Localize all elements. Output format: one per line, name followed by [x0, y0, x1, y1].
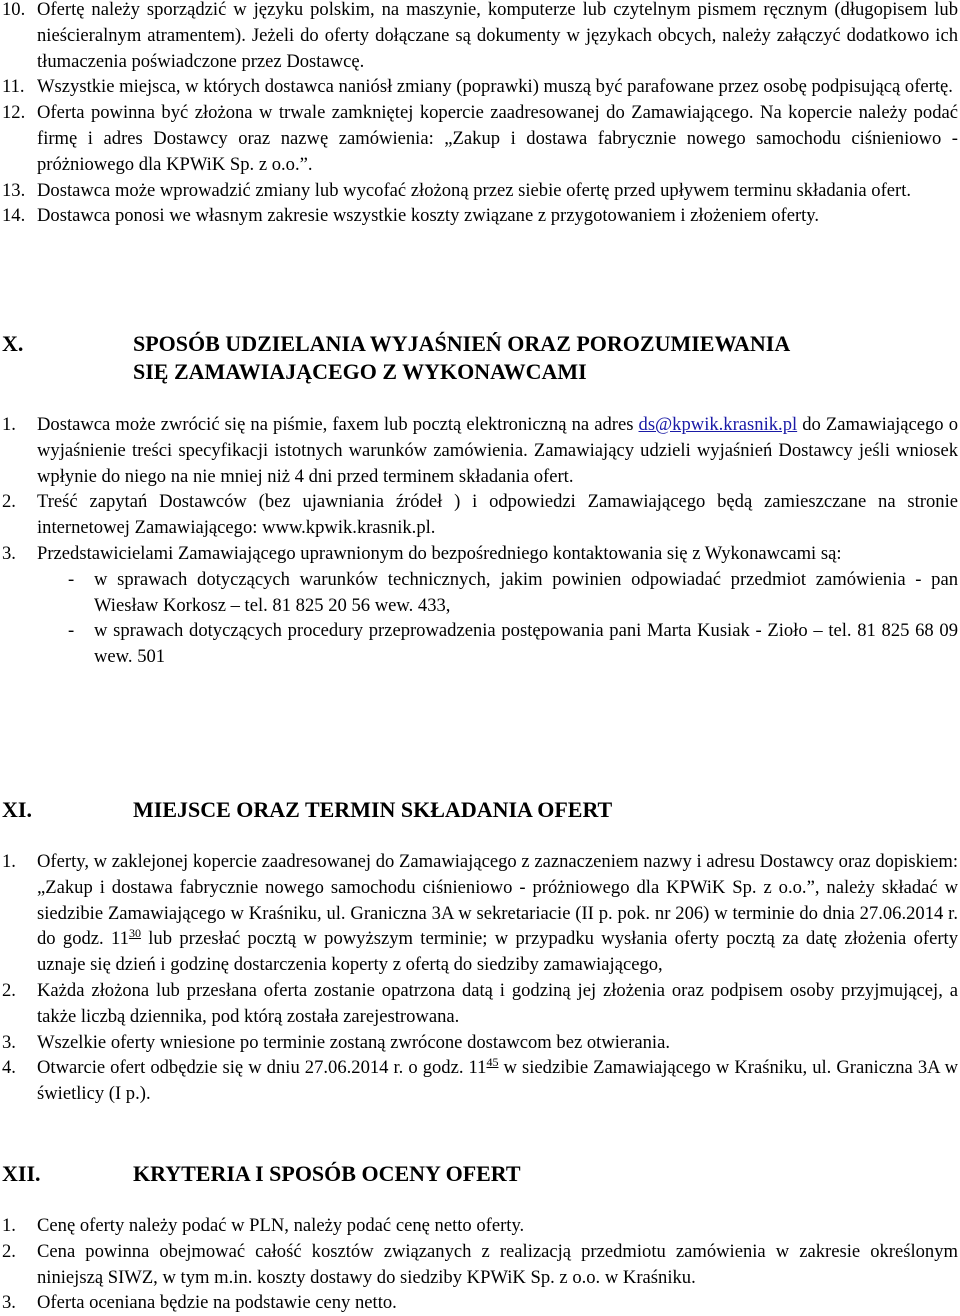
item-text: Przedstawicielami Zamawiającego uprawnionym do bezpośredniego kontaktowania się z Wykonawcami są:	[37, 542, 842, 564]
section-heading-xi	[2, 796, 958, 824]
item-text: Cenę oferty należy podać w PLN, należy podać cenę netto oferty.	[37, 1215, 525, 1236]
contact-item	[68, 567, 958, 619]
list-item	[2, 1030, 958, 1056]
contact-text: w sprawach dotyczących warunków technicznych, jakim powinien odpowiadać przedmiot zamówienia - pan Wiesław Korkosz – tel. 81 825 20 56 wew. 433,	[94, 568, 958, 616]
item-number: 2.	[2, 491, 16, 513]
contact-item	[68, 618, 958, 670]
top-items	[2, 0, 958, 229]
item-text: Treść zapytań Dostawców (bez ujawniania źródeł ) i odpowiedzi Zamawiającego będą zamieszczane na stronie internetowej Zamawiającego: www.kpwik.krasnik.pl.	[37, 491, 958, 539]
contact-list	[2, 567, 958, 670]
list-item	[2, 74, 958, 100]
section-xii-body	[2, 1213, 958, 1316]
list-item	[2, 1290, 958, 1316]
item-number: 3.	[2, 542, 16, 564]
text-segment: w siedzibie Zamawiającego w Kraśniku, ul. Graniczna 3A w świetlicy (I p.).	[37, 1057, 958, 1105]
item-text: Oferta powinna być złożona w trwale zamkniętej kopercie zaadresowanej do Zamawiającego. Na kopercie należy podać firmę i adres Dostawcy oraz nazwę zamówienia: „Zakup i dostawa fabrycznie nowego samochodu ciśnieniowo - próżniowego dla KPWiK Sp. z o.o.”.	[37, 102, 958, 175]
text-segment: Oferty, w zaklejonej kopercie zaadresowanej do Zamawiającego z zaznaczeniem nazwy i adresu Dostawcy oraz dopiskiem: „Zakup i dostawa fabrycznie nowego samochodu ciśnieniowo - próżniowego dla KPWiK Sp. z o.o.”, należy składać w siedzibie Zamawiającego w Kraśniku, ul. Graniczna 3A w sekretariacie (II p. pok. nr 206) w terminie do dnia 27.06.2014 r. do godz. 11	[37, 851, 958, 950]
text-segment: lub przesłać pocztą w powyższym terminie; w przypadku wysłania oferty pocztą za datę złożenia oferty uznaje się dzień i godzinę dostarczenia koperty z ofertą do siedziby zamawiającego,	[37, 928, 958, 976]
list-item	[2, 0, 958, 74]
time-superscript: 45	[486, 1055, 499, 1070]
list-item	[2, 100, 958, 177]
email-link[interactable]: ds@kpwik.krasnik.pl	[638, 414, 798, 435]
list-item	[2, 1239, 958, 1291]
list-item	[2, 203, 958, 229]
item-text: Ofertę należy sporządzić w języku polskim, na maszynie, komputerze lub czytelnym pismem ręcznym (długopisem lub nieścieralnym atramentem). Jeżeli do oferty dołączane są dokumenty w językach obcych, należy załączyć dodatkowo ich tłumaczenia poświadczone przez Dostawcę.	[37, 0, 958, 72]
item-text: Oferta oceniana będzie na podstawie ceny netto.	[37, 1292, 397, 1314]
time-superscript: 30	[128, 926, 141, 941]
dash-marker: -	[68, 568, 75, 590]
item-number: 2.	[2, 1240, 16, 1262]
section-title: KRYTERIA I SPOSÓB OCENY OFERT	[133, 1161, 521, 1186]
item-number: 3.	[2, 1031, 16, 1053]
item-text	[37, 1055, 958, 1107]
list-item	[2, 1055, 958, 1107]
section-title-line2: SIĘ ZAMAWIAJĄCEGO Z WYKONAWCAMI	[133, 359, 587, 384]
item-number: 12.	[2, 102, 26, 124]
section-number: XII.	[2, 1161, 41, 1186]
section-xi-body	[2, 849, 958, 1107]
item-number: 4.	[2, 1057, 16, 1079]
item-text: Wszystkie miejsca, w których dostawca naniósł zmiany (poprawki) muszą być parafowane przez osobę podpisującą ofertę.	[37, 76, 953, 98]
section-title	[133, 330, 790, 386]
list-item	[2, 412, 958, 489]
text-segment: do Zamawiającego o wyjaśnienie treści specyfikacji istotnych warunków zamówienia. Zamawiający udzieli wyjaśnień Dostawcy jeśli wniosek wpłynie do niego na nie mniej niż 4 dni przed terminem składania ofert.	[37, 414, 958, 487]
section-title: MIEJSCE ORAZ TERMIN SKŁADANIA OFERT	[133, 797, 613, 822]
list-item	[2, 978, 958, 1030]
text-segment: Otwarcie ofert odbędzie się w dniu 27.06.2014 r. o godz. 11	[37, 1057, 487, 1079]
item-text: Każda złożona lub przesłana oferta zostanie opatrzona datą i godziną jej złożenia oraz podpisem osoby przyjmującej, a także liczbą dziennika, pod którą została zarejestrowana.	[37, 979, 958, 1027]
item-number: 2.	[2, 979, 16, 1001]
item-number: 14.	[2, 205, 26, 227]
list-item	[2, 541, 958, 567]
list-item	[2, 489, 958, 541]
text-segment: Dostawca może zwrócić się na piśmie, faxem lub pocztą elektroniczną na adres	[37, 414, 639, 435]
item-text: Wszelkie oferty wniesione po terminie zostaną zwrócone dostawcom bez otwierania.	[37, 1031, 670, 1053]
contact-text: w sprawach dotyczących procedury przeprowadzenia postępowania pani Marta Kusiak - Zioło – tel. 81 825 68 09 wew. 501	[94, 620, 958, 668]
list-item	[2, 1213, 958, 1239]
item-text	[37, 412, 958, 489]
item-text	[37, 849, 958, 978]
section-number: XI.	[2, 797, 32, 822]
section-heading-xii	[2, 1160, 958, 1188]
section-number: X.	[2, 331, 24, 356]
section-heading-x	[2, 330, 958, 386]
item-text: Dostawca może wprowadzić zmiany lub wycofać złożoną przez siebie ofertę przed upływem terminu składania ofert.	[37, 179, 912, 201]
dash-marker: -	[68, 620, 75, 642]
list-item	[2, 178, 958, 204]
section-title-line1: SPOSÓB UDZIELANIA WYJAŚNIEŃ ORAZ POROZUMIEWANIA	[133, 331, 791, 356]
item-number: 1.	[2, 851, 16, 872]
section-x-body	[2, 412, 958, 670]
item-number: 3.	[2, 1292, 16, 1314]
item-number: 1.	[2, 1215, 16, 1236]
item-number: 13.	[2, 179, 26, 201]
item-text: Dostawca ponosi we własnym zakresie wszystkie koszty związane z przygotowaniem i złożeniem oferty.	[37, 205, 820, 227]
item-number: 10.	[2, 0, 26, 20]
list-item	[2, 849, 958, 978]
item-number: 11.	[2, 76, 25, 98]
item-number: 1.	[2, 414, 16, 435]
item-text: Cena powinna obejmować całość kosztów związanych z realizacją przedmiotu zamówienia w zakresie określonym niniejszą SIWZ, w tym m.in. koszty dostawy do siedziby KPWiK Sp. z o.o. w Kraśniku.	[37, 1240, 958, 1288]
